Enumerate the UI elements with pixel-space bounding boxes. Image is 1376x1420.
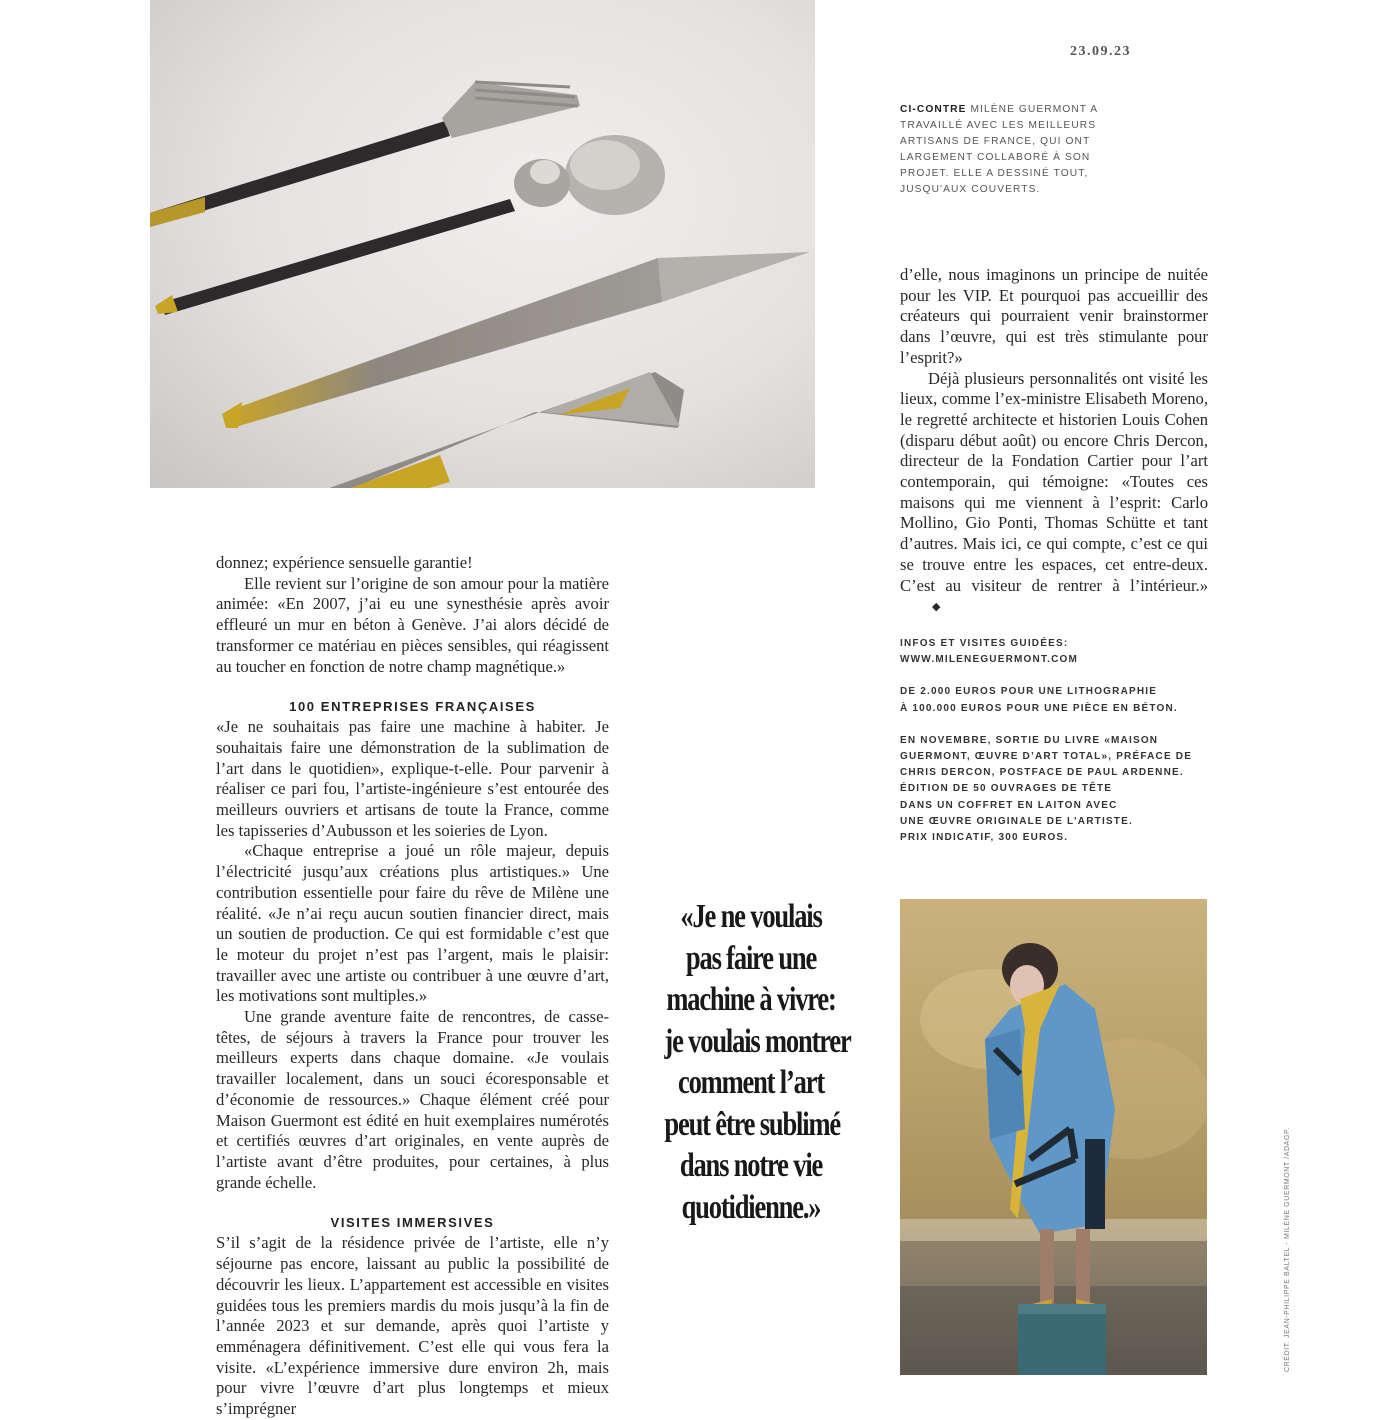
paragraph: donnez; expérience sensuelle garantie!	[216, 553, 473, 572]
caption-lead: CI-CONTRE	[900, 104, 967, 115]
pull-quote-line: pas faire une	[685, 939, 817, 977]
pull-quote-line: comment l’art	[677, 1064, 825, 1101]
portrait-illustration	[900, 899, 1207, 1375]
paragraph-text: Déjà plusieurs personnalités ont visité les lieux, comme l’ex-ministre Elisabeth Moreno, le regretté architecte et historien Louis Cohen (disparu début août) ou encore Chris Dercon, directeur de la Fondation Cartier pour l’art contemporain, qui témoigne: «Toutes ces maisons qui me viennent à l’esprit: Carlo Mollino, Gio Ponti, Thomas Schütte et tant d’autres. Mais ici, ce qui compte, c’est ce qui se trouve entre les espaces, cet entre-deux. C’est au visiteur de rentrer à l’intérieur.»	[900, 368, 1208, 595]
info-line: PRIX INDICATIF, 300 EUROS.	[900, 832, 1069, 844]
info-line: UNE ŒUVRE ORIGINALE DE L’ARTISTE.	[900, 815, 1133, 827]
info-line: INFOS ET VISITES GUIDÉES:	[900, 638, 1069, 649]
photo-credit: CRÉDIT: JEAN-PHILIPPE BALTEL - MILÈNE GUERMONT /ADAGP.	[1284, 1127, 1291, 1372]
section-heading: 100 ENTREPRISES FRANÇAISES	[289, 699, 536, 715]
info-line: À 100.000 EUROS POUR UNE PIÈCE EN BÉTON.	[900, 702, 1178, 714]
pull-quote-line: machine à vivre:	[666, 981, 836, 1018]
section-heading: VISITES IMMERSIVES	[330, 1215, 495, 1231]
cutlery-illustration	[150, 0, 815, 488]
paragraph: «Je ne souhaitais pas faire une machine à habiter. Je souhaitais faire une démonstration de la sublimation de l’art dans le quotidien», explique-t-elle. Pour parvenir à réaliser ce pari fou, l’artiste-ingénieure s’est entourée des meilleurs ouvriers et artisans de toute la France, comme les tapisseries d’Aubusson et les soieries de Lyon.	[216, 717, 609, 840]
info-line: DE 2.000 EUROS POUR UNE LITHOGRAPHIE	[900, 686, 1158, 698]
paragraph: Elle revient sur l’origine de son amour pour la matière animée: «En 2007, j’ai eu une synesthésie après avoir effleuré un mur en béton à Genève. J’ai alors décidé de transformer ce matériau en pièces sensibles, qui réagissent au toucher en fonction de notre champ magnétique.»	[216, 573, 609, 676]
pull-quote-line: peut être sublimé	[664, 1105, 840, 1143]
website-link[interactable]: WWW.MILENEGUERMONT.COM	[900, 654, 1079, 666]
info-line: GUERMONT, ŒUVRE D’ART TOTAL», PRÉFACE DE	[900, 751, 1193, 763]
pull-quote-line: dans notre vie	[679, 1147, 823, 1184]
paragraph: «Chaque entreprise a joué un rôle majeur, depuis l’électricité jusqu’aux créations plus artistiques.» Une contribution essentielle pour faire du rêve de Milène une réalité. «Je n’ai reçu aucun soutien financier direct, mais un soutien de production. Ce qui est formidable c’est que le moteur du projet n’est pas l’argent, mais le plaisir: travailler avec une artiste ou contribuer à une œuvre d’art, les motivations sont multiples.»	[216, 841, 609, 1006]
photo-caption	[900, 102, 1130, 198]
article-column-right	[900, 265, 1208, 618]
pull-quote-line: je voulais montrer	[664, 1022, 851, 1060]
issue-date: 23.09.23	[1070, 44, 1131, 59]
info-line: ÉDITION DE 50 OUVRAGES DE TÊTE	[900, 783, 1113, 795]
info-line: CHRIS DERCON, POSTFACE DE PAUL ARDENNE.	[900, 767, 1184, 779]
portrait-photo	[900, 899, 1207, 1375]
pull-quote-line: quotidienne.»	[681, 1188, 821, 1226]
pull-quote	[664, 896, 851, 1228]
paragraph: d’elle, nous imaginons un principe de nuitée pour les VIP. Et pourquoi pas accueillir des créateurs qui pourraient venir brainstormer dans l’œuvre, qui est très stimulante pour l’esprit?»	[900, 265, 1208, 367]
info-book	[900, 733, 1210, 846]
info-box	[900, 636, 1210, 862]
pull-quote-line: «Je ne voulais	[680, 898, 822, 935]
info-line: EN NOVEMBRE, SORTIE DU LIVRE «MAISON	[900, 734, 1159, 746]
info-visits	[900, 636, 1210, 668]
caption-text: MILÈNE GUERMONT A TRAVAILLÉ AVEC LES MEILLEURS ARTISANS DE FRANCE, QUI ONT LARGEMENT COLLABORÉ À SON PROJET. ELLE A DESSINÉ TOUT, JUSQU'AUX COUVERTS.	[900, 104, 1098, 195]
info-prices	[900, 684, 1210, 716]
end-mark-icon: ◆	[932, 601, 941, 614]
info-line: DANS UN COFFRET EN LAITON AVEC	[900, 799, 1118, 811]
cutlery-photo	[150, 0, 815, 488]
article-column-left	[216, 553, 609, 1420]
paragraph	[900, 369, 1208, 618]
paragraph: S’il s’agit de la résidence privée de l’artiste, elle n’y séjourne pas encore, laissant au public la possibilité de découvrir les lieux. L’appartement est accessible en visites guidées tous les premiers mardis du mois jusqu’à la fin de l’année 2023 et sur demande, après quoi l’artiste y emménagera définitivement. C’est elle qui vous fera la visite. «L’expérience immersive dure environ 2h, mais pour vivre l’œuvre d’art plus longtemps et mieux s’imprégner	[216, 1233, 609, 1419]
paragraph: Une grande aventure faite de rencontres, de casse-têtes, de séjours à travers la France pour trouver les meilleurs experts dans chaque domaine. «Je voulais travailler localement, dans un souci écoresponsable et d’économie de ressources.» Chaque élément créé pour Maison Guermont est édité en huit exemplaires numérotés et certifiés œuvres d’art originales, en vente auprès de l’artiste avant d’être produites, pour certaines, à plus grande échelle.	[216, 1007, 609, 1192]
